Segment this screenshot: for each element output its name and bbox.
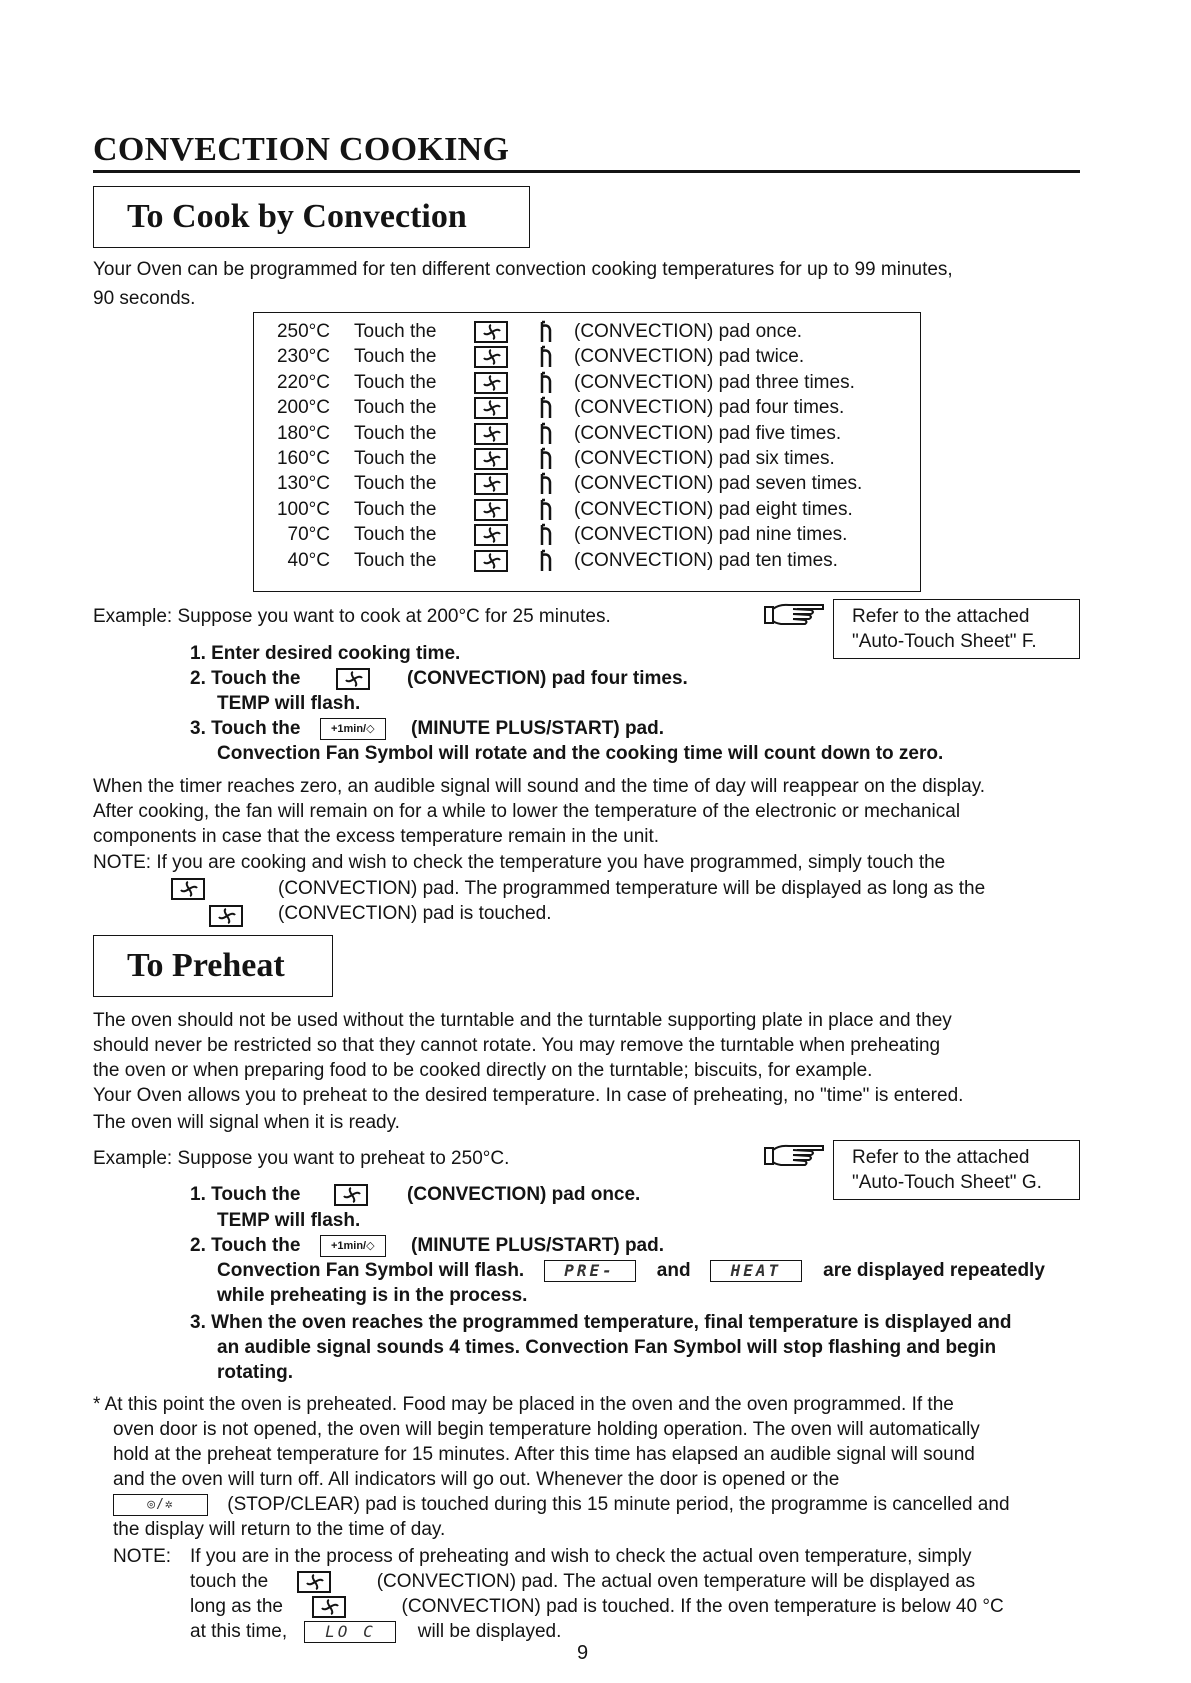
convection-fan-pad-icon: [474, 524, 508, 546]
display-lo: LO C: [304, 1621, 396, 1643]
note-text: (CONVECTION) pad. The actual oven temperature will be displayed as: [376, 1571, 976, 1592]
note-text: at this time,: [190, 1621, 288, 1642]
step-note: while preheating is in the process.: [217, 1285, 528, 1306]
section-heading-preheat: [93, 935, 333, 997]
press-count-label: (CONVECTION) pad once.: [574, 321, 803, 342]
note-line: If you are in the process of preheating and wish to check the actual oven temperature, simply: [190, 1546, 972, 1567]
step-text: 2. Touch the: [190, 668, 301, 689]
step-1: 1. Enter desired cooking time.: [190, 643, 461, 664]
display-pre: PRE-: [544, 1260, 636, 1282]
paragraph-line: components in case that the excess temperature remain in the unit.: [93, 826, 660, 847]
note-text: will be displayed.: [417, 1621, 562, 1642]
convection-fan-pad-icon: [297, 1571, 331, 1593]
pointing-hand-icon: [763, 1142, 827, 1168]
convection-fan-pad-icon: [474, 372, 508, 394]
convection-fan-pad-icon: [474, 346, 508, 368]
step-text: (CONVECTION) pad once.: [407, 1184, 641, 1205]
convection-fan-pad-icon: [474, 473, 508, 495]
note-line: NOTE: If you are cooking and wish to check the temperature you have programmed, simply touch the: [93, 852, 946, 873]
convection-fan-pad-icon: [474, 321, 508, 343]
paragraph-line: Your Oven allows you to preheat to the desired temperature. In case of preheating, no "time" is entered.: [93, 1085, 964, 1106]
paragraph-line: oven door is not opened, the oven will begin temperature holding operation. The oven will automatically: [113, 1419, 980, 1440]
note-line: (CONVECTION) pad is touched.: [278, 903, 552, 924]
display-heat: HEAT: [710, 1260, 802, 1282]
press-count-label: (CONVECTION) pad nine times.: [574, 524, 848, 546]
reference-text: "Auto-Touch Sheet" F.: [852, 631, 1037, 652]
press-count-label: (CONVECTION) pad six times.: [574, 448, 835, 469]
step-text: 2. Touch the: [190, 1235, 301, 1256]
step-note: TEMP will flash.: [217, 1210, 361, 1231]
section-heading-text: To Cook by Convection: [127, 198, 467, 235]
touch-instruction: Touch the: [354, 422, 437, 444]
step-text: 1. Touch the: [190, 1184, 301, 1205]
convection-fan-pad-icon: [474, 499, 508, 521]
paragraph-line: After cooking, the fan will remain on for a while to lower the temperature of the electronic or mechanical: [93, 801, 961, 822]
paragraph-line: should never be restricted so that they cannot rotate. You may remove the turntable when preheating: [93, 1035, 941, 1056]
auto-touch-reference-f: [833, 599, 1080, 659]
title-divider: [93, 170, 1080, 173]
note-text: (CONVECTION) pad is touched. If the oven temperature is below 40 °C: [401, 1596, 1004, 1617]
reference-text: Refer to the attached: [852, 1147, 1030, 1168]
convection-fan-pad-icon: [474, 448, 508, 470]
paragraph-line: The oven should not be used without the turntable and the turntable supporting plate in place and they: [93, 1010, 952, 1031]
intro-line: 90 seconds.: [93, 288, 196, 309]
convection-fan-pad-icon: [474, 397, 508, 419]
temperature-value: 230°C: [276, 346, 330, 368]
reference-text: "Auto-Touch Sheet" G.: [852, 1172, 1042, 1193]
paragraph-line: * At this point the oven is preheated. Food may be placed in the oven and the oven programmed. If the: [93, 1394, 954, 1415]
step-note: an audible signal sounds 4 times. Convection Fan Symbol will stop flashing and begin: [217, 1337, 997, 1358]
step-2: [190, 1233, 664, 1258]
convection-fan-pad-icon: [334, 1184, 368, 1206]
step-note: Convection Fan Symbol will rotate and the cooking time will count down to zero.: [217, 743, 944, 764]
step-3: [190, 716, 664, 741]
section-heading-text: To Preheat: [127, 947, 285, 984]
press-count-label: (CONVECTION) pad twice.: [574, 346, 805, 368]
note-line: (CONVECTION) pad. The programmed temperature will be displayed as long as the: [278, 878, 986, 899]
pointing-hand-icon: [763, 601, 827, 627]
press-count-label: (CONVECTION) pad ten times.: [574, 549, 838, 571]
touch-instruction: Touch the: [354, 524, 437, 546]
touch-instruction: Touch the: [354, 321, 437, 342]
step-text: are displayed repeatedly: [823, 1260, 1045, 1281]
temperature-table: [253, 312, 921, 592]
page-title: CONVECTION COOKING: [93, 131, 510, 168]
example-text: Example: Suppose you want to preheat to 250°C.: [93, 1148, 510, 1169]
note-line: [190, 1569, 975, 1594]
temperature-value: 40°C: [287, 549, 330, 571]
auto-touch-reference-g: [833, 1140, 1080, 1200]
paragraph-line: The oven will signal when it is ready.: [93, 1112, 400, 1133]
temperature-value: 130°C: [276, 473, 330, 495]
touch-instruction: Touch the: [354, 549, 437, 571]
step-text: (MINUTE PLUS/START) pad.: [411, 718, 665, 739]
touch-instruction: Touch the: [354, 371, 437, 393]
convection-fan-pad-icon: [312, 1596, 346, 1618]
touch-instruction: Touch the: [354, 473, 437, 495]
step-3: 3. When the oven reaches the programmed temperature, final temperature is displayed and: [190, 1312, 1012, 1333]
convection-fan-pad-icon: [474, 423, 508, 445]
page-number: 9: [577, 1642, 589, 1664]
temperature-value: 200°C: [276, 397, 330, 419]
step-text: Convection Fan Symbol will flash.: [217, 1260, 525, 1281]
paragraph-line: [113, 1492, 1010, 1517]
temperature-value: 70°C: [287, 524, 330, 546]
section-heading-convection: [93, 186, 530, 248]
step-text: 3. Touch the: [190, 718, 301, 739]
example-text: Example: Suppose you want to cook at 200°C for 25 minutes.: [93, 606, 611, 627]
step-text: and: [656, 1260, 691, 1281]
touch-instruction: Touch the: [354, 397, 437, 419]
press-count-label: (CONVECTION) pad three times.: [574, 371, 855, 393]
temperature-value: 250°C: [276, 321, 330, 342]
paragraph-line: the display will return to the time of day.: [113, 1519, 446, 1540]
temperature-value: 100°C: [276, 498, 330, 520]
press-count-label: (CONVECTION) pad seven times.: [574, 473, 863, 495]
temperature-value: 220°C: [276, 371, 330, 393]
intro-line: Your Oven can be programmed for ten different convection cooking temperatures for up to 99 minutes,: [93, 259, 953, 280]
step-note: [217, 1258, 1045, 1283]
step-1: [190, 1182, 640, 1207]
step-text: (MINUTE PLUS/START) pad.: [411, 1235, 665, 1256]
note-line: [190, 1619, 561, 1644]
reference-text: Refer to the attached: [852, 606, 1030, 627]
temperature-value: 180°C: [276, 422, 330, 444]
convection-fan-pad-icon: [336, 668, 370, 690]
step-note: TEMP will flash.: [217, 693, 361, 714]
touch-instruction: Touch the: [354, 498, 437, 520]
touch-instruction: Touch the: [354, 448, 437, 469]
step-note: rotating.: [217, 1362, 293, 1383]
paragraph-line: hold at the preheat temperature for 15 minutes. After this time has elapsed an audible signal will sound: [113, 1444, 975, 1465]
stop-clear-pad-icon: ◎/✲: [113, 1494, 208, 1516]
note-text: touch the: [190, 1571, 269, 1592]
thermometer-icon: [537, 549, 553, 580]
note-line: [190, 1594, 1004, 1619]
start-pad-icon: +1min/◇: [320, 1235, 386, 1257]
step-2: [190, 666, 688, 691]
convection-fan-pad-icon: [474, 550, 508, 572]
note-text: long as the: [190, 1596, 283, 1617]
paragraph-line: the oven or when preparing food to be cooked directly on the turntable; biscuits, for example.: [93, 1060, 873, 1081]
temperature-value: 160°C: [276, 448, 330, 469]
note-label: NOTE:: [113, 1546, 172, 1567]
convection-fan-pad-icon: [171, 878, 205, 900]
paragraph-line: When the timer reaches zero, an audible signal will sound and the time of day will reappear on the display.: [93, 776, 986, 797]
touch-instruction: Touch the: [354, 346, 437, 368]
paragraph-line: and the oven will turn off. All indicators will go out. Whenever the door is opened or the: [113, 1469, 840, 1490]
start-pad-icon: +1min/◇: [320, 718, 386, 740]
convection-fan-pad-icon: [209, 905, 243, 927]
press-count-label: (CONVECTION) pad four times.: [574, 397, 845, 419]
paragraph-text: (STOP/CLEAR) pad is touched during this 15 minute period, the programme is cancelled and: [227, 1494, 1010, 1515]
step-text: (CONVECTION) pad four times.: [407, 668, 688, 689]
press-count-label: (CONVECTION) pad eight times.: [574, 498, 853, 520]
press-count-label: (CONVECTION) pad five times.: [574, 422, 842, 444]
